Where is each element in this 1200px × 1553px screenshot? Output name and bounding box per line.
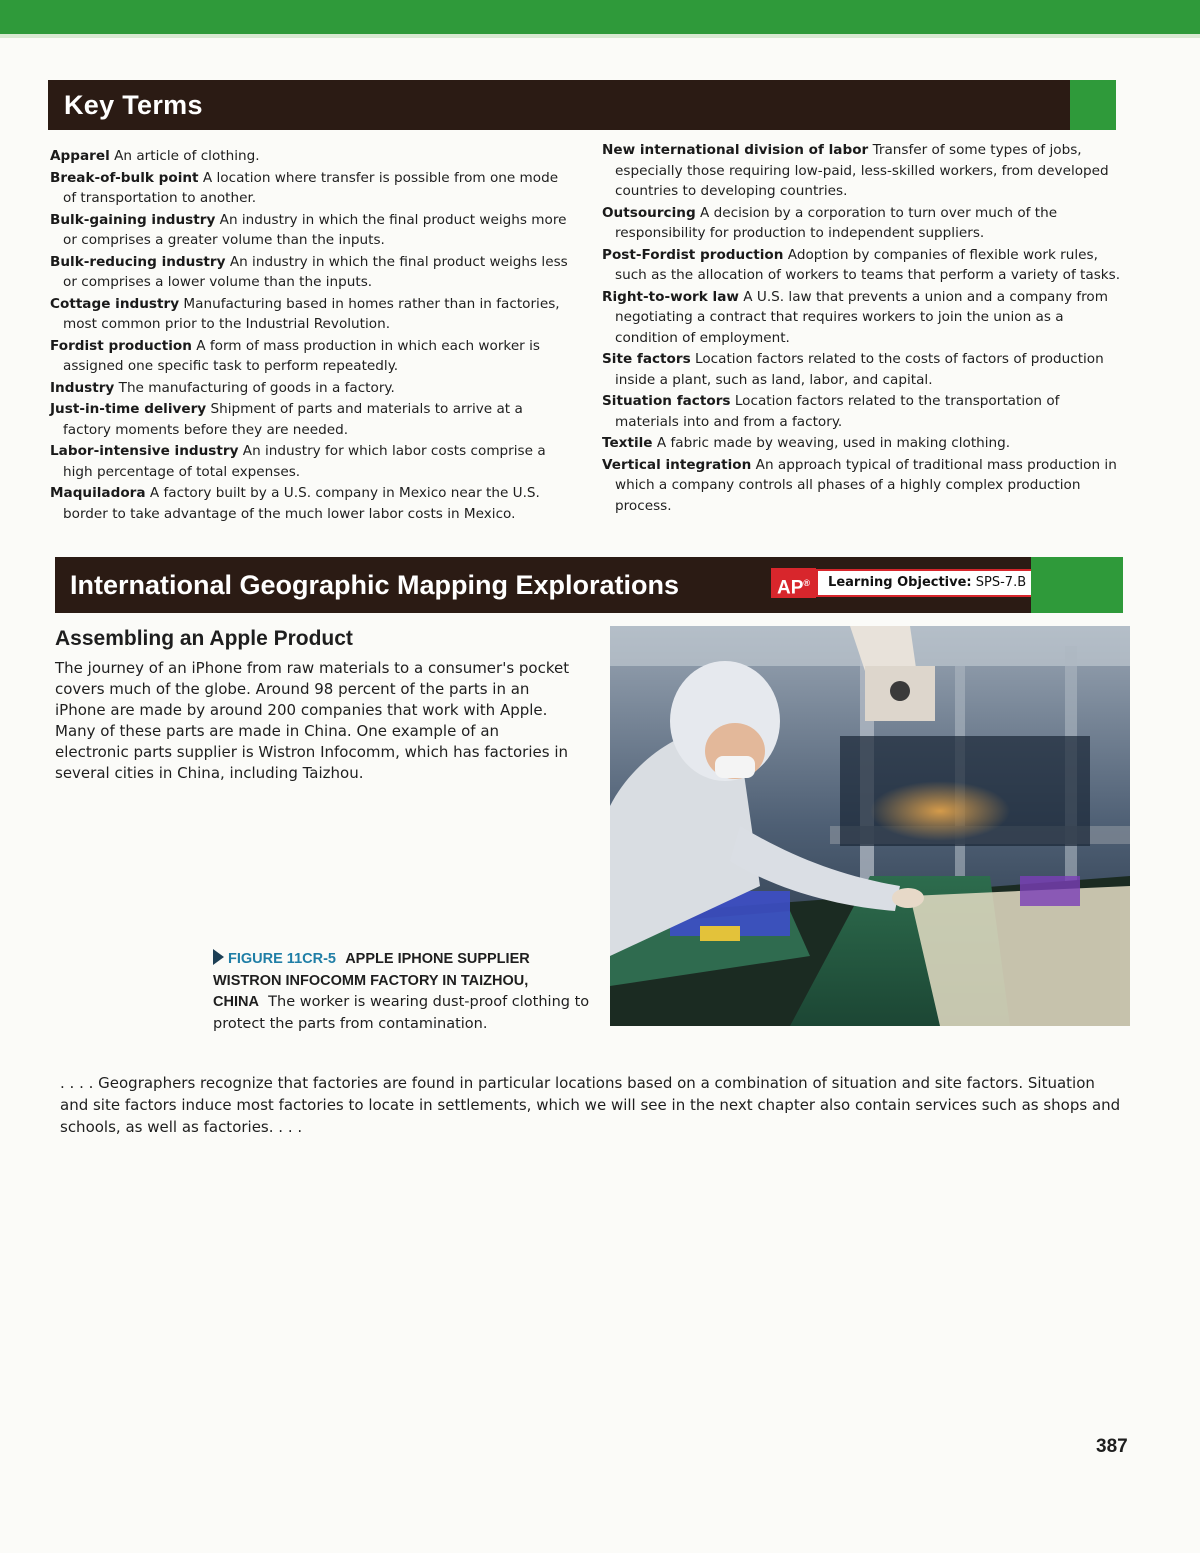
term-definition: A decision by a corporation to turn over much of the responsibility for production to independent suppliers. [615, 204, 1058, 241]
term-definition: Shipment of parts and materials to arrive at a factory moments before they are needed. [63, 401, 523, 438]
term-name: Cottage industry [50, 295, 180, 312]
term-entry [50, 294, 570, 335]
figure-number: FIGURE 11CR-5 [228, 951, 336, 967]
ap-logo [771, 568, 816, 598]
key-terms-right-column [602, 140, 1124, 517]
term-name: Vertical integration [602, 456, 752, 473]
page-number: 387 [1096, 1436, 1128, 1457]
term-definition: Location factors related to the transportation of materials into and from a factory. [615, 393, 1060, 430]
figure-text: The worker is wearing dust-proof clothing to protect the parts from contamination. [213, 994, 590, 1032]
term-name: Right-to-work law [602, 288, 739, 305]
learning-objective-badge [771, 568, 1038, 598]
figure-title: APPLE IPHONE SUPPLIER WISTRON INFOCOMM FACTORY IN TAIZHOU, CHINA [213, 951, 530, 1010]
term-entry [602, 245, 1124, 286]
term-name: Situation factors [602, 393, 731, 409]
term-entry [50, 252, 570, 293]
term-name: Outsourcing [602, 204, 696, 221]
factory-worker-photo [610, 626, 1130, 1026]
term-definition: A fabric made by weaving, used in making clothing. [656, 435, 1011, 451]
term-name: Textile [602, 435, 653, 451]
term-definition: Manufacturing based in homes rather than in factories, most common prior to the Industrial Revolution. [63, 295, 560, 332]
excerpt-paragraph: . . . . Geographers recognize that factories are found in particular locations based on a combination of situation and site factors. Situation and site factors induce most factories to locate in settlements, which we will see in the next chapter also contain services such as shops and schools, as well as factories. . . . [60, 1074, 1121, 1136]
term-definition: An industry in which the final product weighs less or comprises a lower volume than the inputs. [63, 253, 568, 290]
key-terms-banner [48, 80, 1116, 130]
term-name: New international division of labor [602, 142, 869, 158]
term-name: Site factors [602, 351, 691, 367]
term-name: Maquiladora [50, 485, 146, 501]
term-definition: An article of clothing. [114, 148, 260, 164]
term-entry [50, 483, 570, 524]
term-entry [602, 433, 1124, 454]
learning-objective-label: Learning Objective: [828, 575, 972, 590]
term-name: Fordist production [50, 337, 192, 354]
learning-objective-box [816, 569, 1038, 597]
term-entry [602, 349, 1124, 390]
term-name: Apparel [50, 148, 110, 164]
term-definition: A factory built by a U.S. company in Mexico near the U.S. border to take advantage of the much lower labor costs in Mexico. [63, 485, 540, 522]
term-entry [50, 210, 570, 251]
term-definition: An industry for which labor costs comprise a high percentage of total expenses. [63, 443, 546, 480]
term-entry [602, 391, 1124, 432]
term-name: Bulk-gaining industry [50, 211, 216, 228]
figure-caption [213, 949, 598, 1035]
term-definition: A U.S. law that prevents a union and a company from negotiating a contract that requires workers to join the union as a condition of employment. [615, 288, 1108, 346]
learning-objective-code: SPS-7.B [975, 575, 1027, 590]
term-definition: Transfer of some types of jobs, especially those requiring low-paid, less-skilled workers, from developed countries to developing countries. [615, 142, 1109, 199]
term-entry [602, 140, 1124, 202]
term-entry [50, 441, 570, 482]
caption-arrow-icon [213, 949, 224, 965]
section-title: Assembling an Apple Product [55, 627, 353, 650]
term-entry [50, 378, 570, 399]
term-definition: A location where transfer is possible from one mode of transportation to another. [63, 169, 559, 206]
top-color-band [0, 0, 1200, 38]
term-entry [602, 287, 1124, 349]
term-name: Labor-intensive industry [50, 443, 239, 459]
term-entry [50, 399, 570, 440]
term-definition: Location factors related to the costs of factors of production inside a plant, such as land, labor, and capital. [615, 351, 1104, 388]
term-definition: A form of mass production in which each worker is assigned one specific task to perform repeatedly. [63, 337, 540, 374]
key-terms-title: Key Terms [64, 89, 203, 120]
term-name: Break-of-bulk point [50, 169, 199, 186]
term-entry [602, 203, 1124, 244]
key-terms-left-column [50, 146, 570, 525]
term-definition: An approach typical of traditional mass production in which a company controls all phases of a highly complex production process. [615, 456, 1117, 514]
mapping-explorations-title: International Geographic Mapping Explorations [70, 569, 680, 600]
term-name: Just-in-time delivery [50, 401, 207, 417]
ap-label: AP [777, 577, 804, 599]
banner-accent [1070, 80, 1116, 130]
term-name: Bulk-reducing industry [50, 253, 226, 270]
term-definition: The manufacturing of goods in a factory. [118, 379, 395, 396]
term-definition: An industry in which the final product weighs more or comprises a greater volume than the inputs. [63, 211, 567, 248]
term-entry [50, 146, 570, 167]
banner-accent [1031, 557, 1123, 613]
intro-paragraph: The journey of an iPhone from raw materials to a consumer's pocket covers much of the globe. Around 98 percent of the parts in an iPhone are made by around 200 companies that work with Apple. Many of these parts are made in China. One example of an electronic parts supplier is Wistron Infocomm, which has factories in several cities in China, including Taizhou. [55, 659, 570, 782]
term-entry [50, 336, 570, 377]
term-entry [602, 455, 1124, 517]
ap-registered-mark: ® [803, 578, 811, 588]
term-entry [50, 168, 570, 209]
mapping-explorations-banner [55, 557, 1123, 613]
term-name: Industry [50, 379, 115, 396]
term-definition: Adoption by companies of flexible work rules, such as the allocation of workers to teams that perform a variety of tasks. [615, 246, 1121, 283]
term-name: Post-Fordist production [602, 246, 784, 263]
